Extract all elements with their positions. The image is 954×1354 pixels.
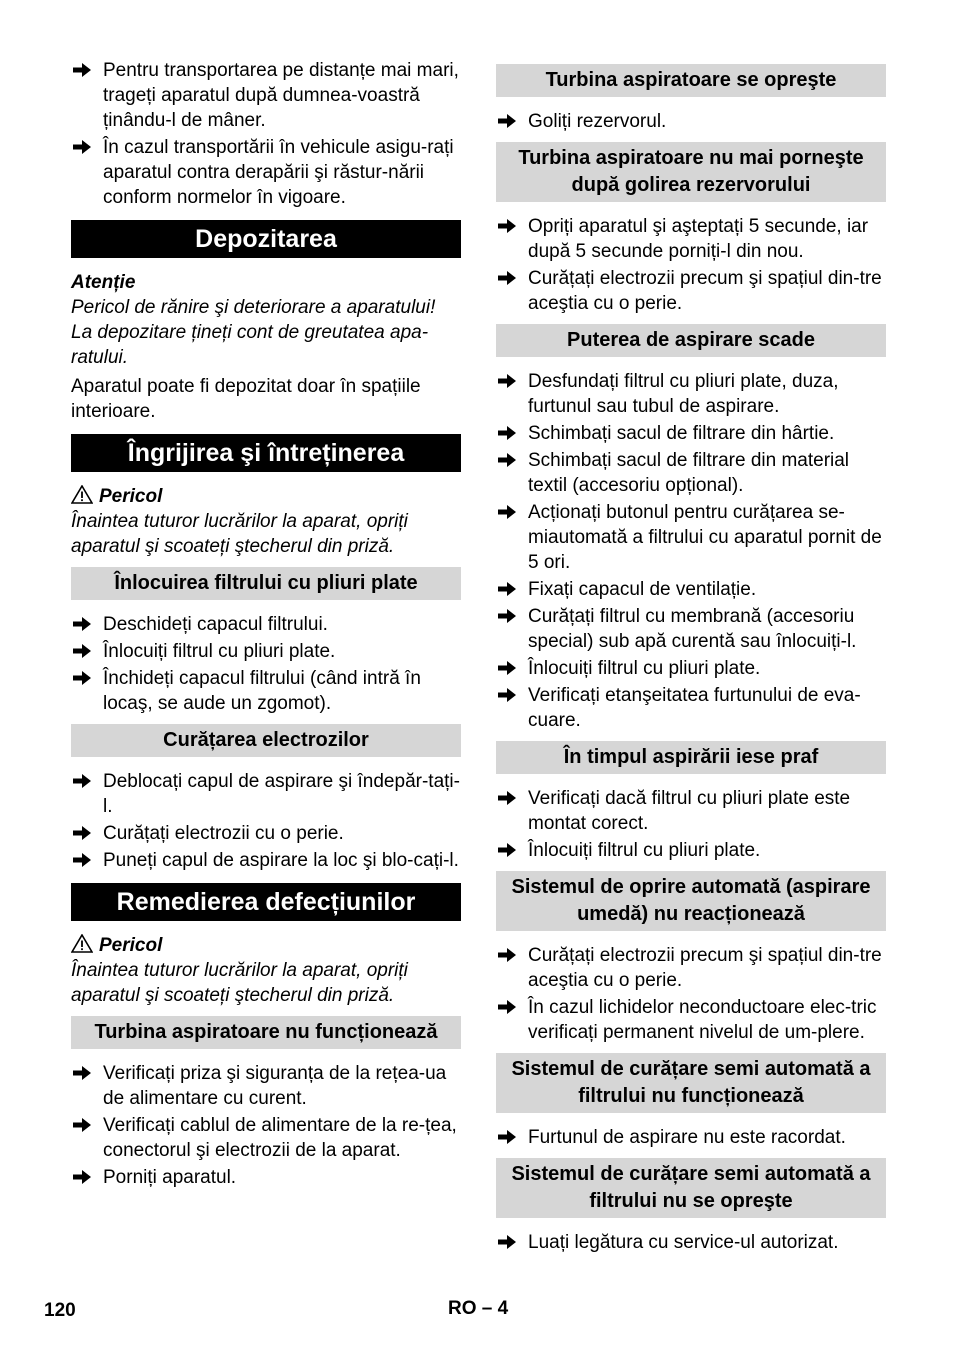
section-heading-depozitarea: Depozitarea <box>71 220 461 258</box>
arrow-right-icon <box>498 1125 520 1150</box>
arrow-right-icon <box>498 943 520 968</box>
arrow-right-icon <box>73 135 95 160</box>
arrow-right-icon <box>498 1230 520 1255</box>
list-item: Goliți rezervorul. <box>496 109 886 134</box>
subheading-turbina-nu-mai-porneste: Turbina aspiratoare nu mai porneşte după golirea rezervorului <box>496 142 886 202</box>
list-item: În cazul lichidelor neconductoare elec-tric verificați permanent nivelul de um-plere. <box>496 995 886 1045</box>
subheading-curatare-nu-se-opreste: Sistemul de curățare semi automată a filtrului nu se opreşte <box>496 1158 886 1218</box>
subheading-inlocuirea-filtrului: Înlocuirea filtrului cu pliuri plate <box>71 567 461 600</box>
arrow-right-icon <box>498 838 520 863</box>
warning-label-row <box>71 484 461 509</box>
arrow-right-icon <box>73 848 95 873</box>
subheading-curatare-nu-functioneaza: Sistemul de curățare semi automată a filtrului nu funcționează <box>496 1053 886 1113</box>
list-item: Acționați butonul pentru curățarea se-miautomată a filtrului cu aparatul pornit de 5 ori. <box>496 500 886 575</box>
body-text: Aparatul poate fi depozitat doar în spațiile interioare. <box>71 376 421 422</box>
arrow-right-icon <box>498 786 520 811</box>
subheading-sistemul-de-oprire: Sistemul de oprire automată (aspirare umedă) nu reacționează <box>496 871 886 931</box>
language-page-label: RO – 4 <box>448 1298 509 1319</box>
list-item: Verificați cablul de alimentare de la re-țea, conectorul şi electrozii de la aparat. <box>71 1113 461 1163</box>
warning-label: Atenție <box>71 272 136 293</box>
arrow-right-icon <box>498 448 520 473</box>
subheading-curatarea-electrozilor: Curățarea electrozilor <box>71 724 461 757</box>
list-item: Verificați dacă filtrul cu pliuri plate este montat corect. <box>496 786 886 836</box>
arrow-right-icon <box>73 769 95 794</box>
arrow-right-icon <box>73 821 95 846</box>
list-item: Deschideți capacul filtrului. <box>71 612 461 637</box>
warning-text: Pericol de rănire şi deteriorare a aparatului! La depozitare țineți cont de greutatea apa-ratului. <box>71 297 436 368</box>
right-column <box>496 58 886 1257</box>
warning-text: Înaintea tuturor lucrărilor la aparat, opriți aparatul şi scoateți ştecherul din priză. <box>71 960 408 1006</box>
list-item: Verificați etanşeitatea furtunului de eva-cuare. <box>496 683 886 733</box>
section-heading-ingrijirea: Îngrijirea şi întreținerea <box>71 434 461 472</box>
arrow-right-icon <box>498 214 520 239</box>
arrow-right-icon <box>73 639 95 664</box>
warning-triangle-icon <box>71 934 93 953</box>
subheading-turbina-se-opreste: Turbina aspiratoare se opreşte <box>496 64 886 97</box>
list-item: Porniți aparatul. <box>71 1165 461 1190</box>
arrow-right-icon <box>73 612 95 637</box>
arrow-right-icon <box>498 604 520 629</box>
list-item: Închideți capacul filtrului (când intră în locaş, se aude un zgomot). <box>71 666 461 716</box>
list-item: Schimbați sacul de filtrare din material textil (accesoriu opțional). <box>496 448 886 498</box>
list-item: Curățați electrozii precum şi spațiul din-tre aceştia cu o perie. <box>496 266 886 316</box>
list-item: Înlocuiți filtrul cu pliuri plate. <box>496 656 886 681</box>
arrow-right-icon <box>73 1165 95 1190</box>
arrow-right-icon <box>498 683 520 708</box>
arrow-right-icon <box>73 1061 95 1086</box>
subheading-iese-praf: În timpul aspirării iese praf <box>496 741 886 774</box>
arrow-right-icon <box>498 995 520 1020</box>
list-item: Opriți aparatul şi aşteptați 5 secunde, iar după 5 secunde porniți-l din nou. <box>496 214 886 264</box>
list-item: Luați legătura cu service-ul autorizat. <box>496 1230 886 1255</box>
warning-label: Pericol <box>99 935 163 956</box>
arrow-right-icon <box>498 500 520 525</box>
arrow-right-icon <box>498 266 520 291</box>
left-column <box>71 58 461 1192</box>
arrow-right-icon <box>73 1113 95 1138</box>
list-item: Verificați priza şi siguranța de la rețea-ua de alimentare cu curent. <box>71 1061 461 1111</box>
warning-triangle-icon <box>71 485 93 504</box>
section-heading-remedierea: Remedierea defecțiunilor <box>71 883 461 921</box>
list-item: Curățați filtrul cu membrană (accesoriu special) sub apă curentă sau înlocuiți-l. <box>496 604 886 654</box>
arrow-right-icon <box>498 109 520 134</box>
list-item: Curățați electrozii cu o perie. <box>71 821 461 846</box>
list-item: Pentru transportarea pe distanțe mai mari, trageți aparatul după dumnea-voastră ținându-l de mâner. <box>71 58 461 133</box>
list-item: În cazul transportării în vehicule asigu-rați aparatul contra derapării şi răstur-nării conform normelor în vigoare. <box>71 135 461 210</box>
arrow-right-icon <box>498 577 520 602</box>
list-item: Desfundați filtrul cu pliuri plate, duza, furtunul sau tubul de aspirare. <box>496 369 886 419</box>
arrow-right-icon <box>498 369 520 394</box>
list-item: Înlocuiți filtrul cu pliuri plate. <box>496 838 886 863</box>
arrow-right-icon <box>73 58 95 83</box>
warning-label: Pericol <box>99 486 163 507</box>
list-item: Deblocați capul de aspirare şi îndepăr-tați-l. <box>71 769 461 819</box>
list-item: Furtunul de aspirare nu este racordat. <box>496 1125 886 1150</box>
arrow-right-icon <box>498 656 520 681</box>
intro-bullets <box>71 58 461 210</box>
page-number: 120 <box>44 1300 76 1321</box>
arrow-right-icon <box>498 421 520 446</box>
arrow-right-icon <box>73 666 95 691</box>
list-item: Fixați capacul de ventilație. <box>496 577 886 602</box>
list-item: Schimbați sacul de filtrare din hârtie. <box>496 421 886 446</box>
warning-label-row <box>71 933 461 958</box>
warning-text: Înaintea tuturor lucrărilor la aparat, opriți aparatul şi scoateți ştecherul din priză. <box>71 511 408 557</box>
list-item: Curățați electrozii precum şi spațiul din-tre aceştia cu o perie. <box>496 943 886 993</box>
list-item: Înlocuiți filtrul cu pliuri plate. <box>71 639 461 664</box>
subheading-puterea-de-aspirare: Puterea de aspirare scade <box>496 324 886 357</box>
subheading-turbina-nu-functioneaza: Turbina aspiratoare nu funcționează <box>71 1016 461 1049</box>
list-item: Puneți capul de aspirare la loc şi blo-cați-l. <box>71 848 461 873</box>
